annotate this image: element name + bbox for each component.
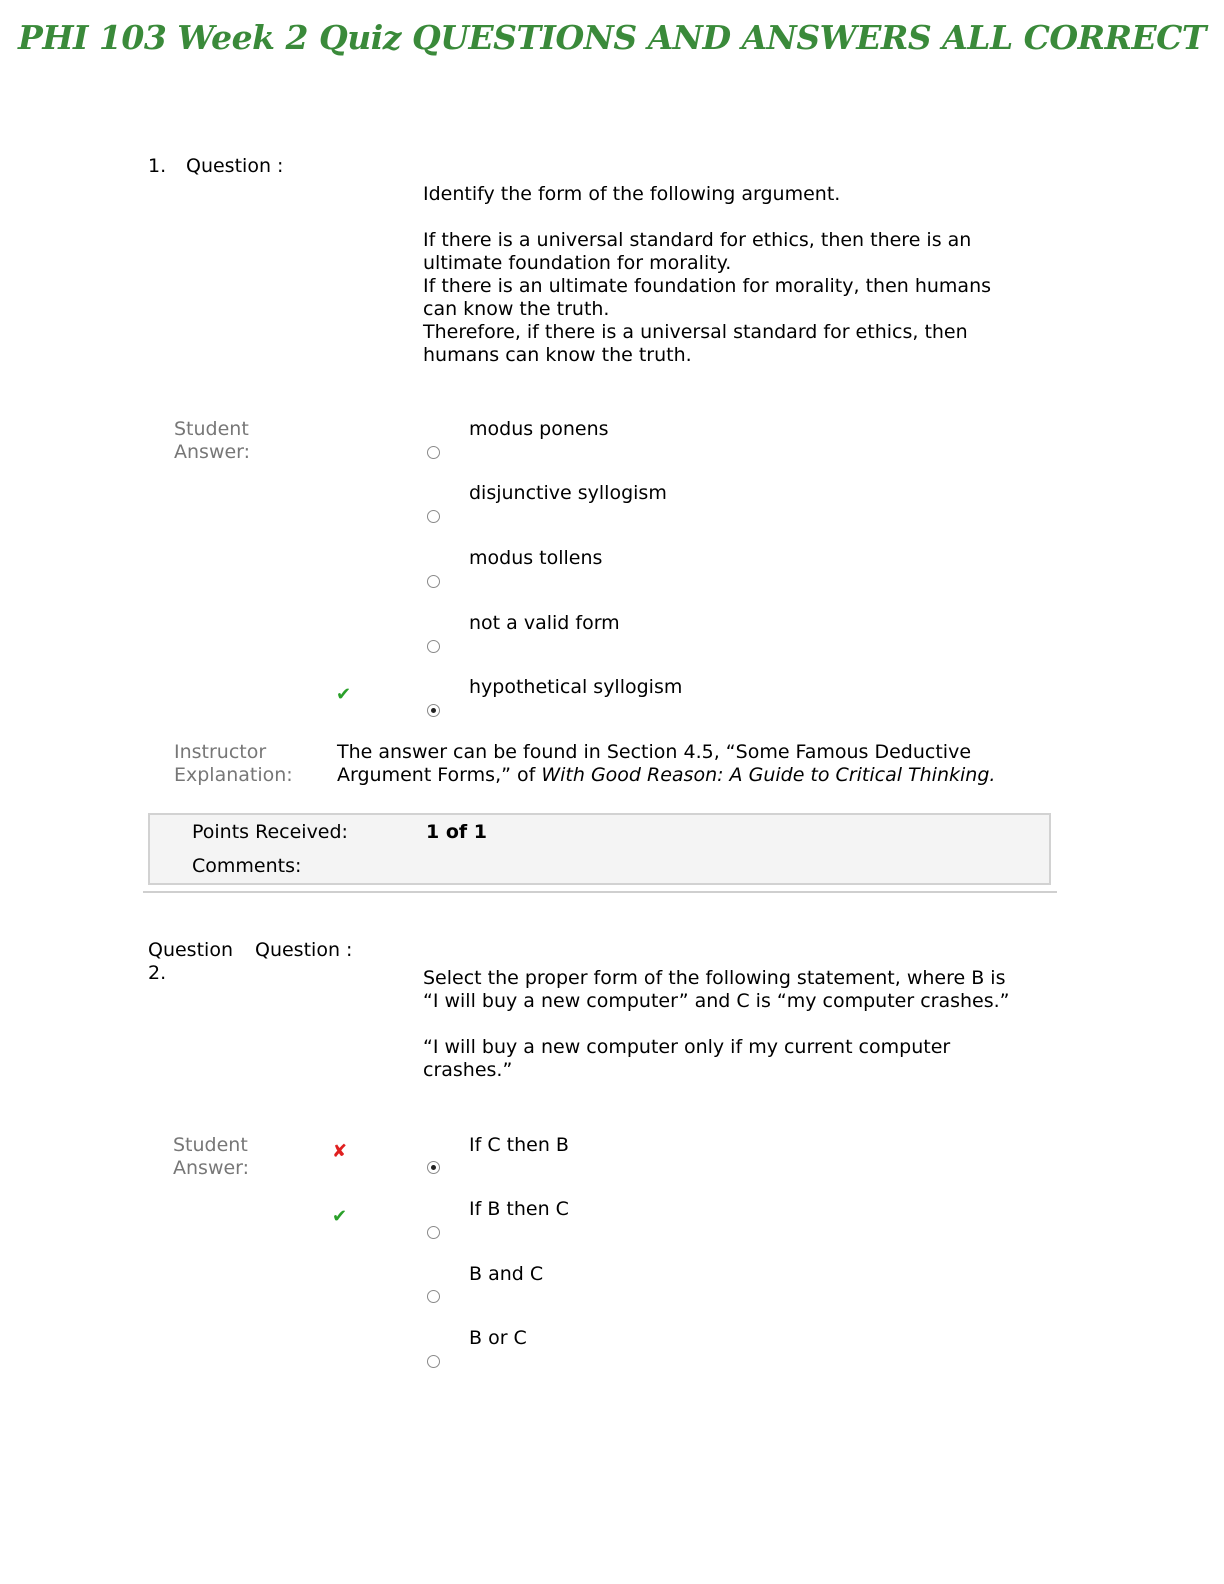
radio-button-icon[interactable] <box>427 446 440 459</box>
points-received-label: Points Received: <box>192 821 348 843</box>
argument-line: If there is a universal standard for ethics, then there is an <box>423 229 972 251</box>
question-1-student-answer-label: Student Answer: <box>174 418 251 463</box>
book-title: With Good Reason: A Guide to Critical Thinking. <box>541 764 996 786</box>
question-2-prompt: Select the proper form of the following statement, where B is “I will buy a new computer” and C is “my computer crashes.” <box>423 967 1010 1012</box>
instructor-explanation-text <box>337 741 1057 787</box>
question-1-prompt: Identify the form of the following argument. <box>423 183 841 205</box>
document-title: PHI 103 Week 2 Quiz QUESTIONS AND ANSWERS ALL CORRECT <box>18 18 1206 57</box>
question-2-option-label: B or C <box>469 1327 527 1349</box>
question-2-label: Question : <box>255 939 353 961</box>
radio-button-selected-icon[interactable] <box>427 1161 440 1174</box>
question-1-option-label: modus ponens <box>469 418 609 440</box>
question-1-body <box>423 183 1063 367</box>
question-1-label: Question : <box>186 155 284 177</box>
question-2-option-label: B and C <box>469 1263 544 1285</box>
cross-icon: ✘ <box>332 1141 348 1162</box>
comments-label: Comments: <box>192 855 302 877</box>
question-1-option-label: modus tollens <box>469 547 603 569</box>
argument-line: humans can know the truth. <box>423 344 692 366</box>
argument-line: can know the truth. <box>423 298 610 320</box>
points-received-value: 1 of 1 <box>426 821 487 843</box>
question-1-option-label: hypothetical syllogism <box>469 676 683 698</box>
divider <box>143 891 1057 893</box>
radio-button-icon[interactable] <box>427 640 440 653</box>
question-2-option-label: If B then C <box>469 1198 569 1220</box>
radio-button-icon[interactable] <box>427 1290 440 1303</box>
radio-button-icon[interactable] <box>427 575 440 588</box>
instructor-explanation-label: Instructor Explanation: <box>174 741 293 786</box>
radio-button-icon[interactable] <box>427 510 440 523</box>
argument-line: If there is an ultimate foundation for morality, then humans <box>423 275 992 297</box>
question-1-number: 1. <box>148 155 167 177</box>
question-2-option-label: If C then B <box>469 1134 569 1156</box>
radio-button-icon[interactable] <box>427 1355 440 1368</box>
explanation-line: The answer can be found in Section 4.5, “Some Famous Deductive <box>337 741 972 763</box>
radio-button-selected-icon[interactable] <box>427 704 440 717</box>
question-1-argument <box>423 229 1063 367</box>
explanation-line: Argument Forms,” of <box>337 764 542 786</box>
check-icon: ✔ <box>332 1206 348 1227</box>
radio-button-icon[interactable] <box>427 1226 440 1239</box>
argument-line: Therefore, if there is a universal standard for ethics, then <box>423 321 968 343</box>
question-1-option-label: not a valid form <box>469 612 620 634</box>
argument-line: ultimate foundation for morality. <box>423 252 732 274</box>
question-2-body <box>423 967 1063 1082</box>
question-2-statement: “I will buy a new computer only if my current computer crashes.” <box>423 1036 951 1081</box>
check-icon: ✔ <box>336 684 352 705</box>
question-2-number: Question 2. <box>148 939 233 984</box>
question-1-option-label: disjunctive syllogism <box>469 482 667 504</box>
question-2-student-answer-label: Student Answer: <box>173 1134 250 1179</box>
